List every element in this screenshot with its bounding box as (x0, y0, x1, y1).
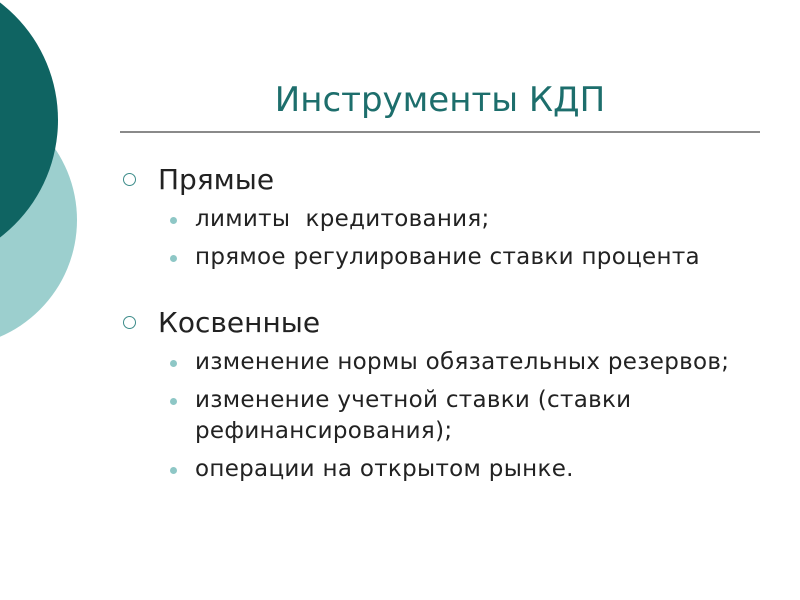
list-item-text: изменение учетной ставки (ставки рефинансирования); (195, 387, 632, 444)
dot-bullet-icon (170, 398, 177, 405)
sub-list (120, 347, 760, 485)
section-indirect (120, 305, 760, 492)
section-heading-text: Прямые (158, 163, 275, 196)
dot-bullet-icon (170, 467, 177, 474)
dot-bullet-icon (170, 255, 177, 262)
list-item (120, 347, 760, 378)
title-divider (120, 131, 760, 133)
section-heading (120, 162, 760, 198)
list-item-text: прямое регулирование ставки процента (195, 244, 700, 270)
ring-bullet-icon (123, 316, 136, 329)
list-item (120, 242, 760, 273)
slide-title: Инструменты КДП (274, 80, 606, 120)
list-item-text: операции на открытом рынке. (195, 456, 574, 482)
list-item-text: лимиты кредитования; (195, 206, 490, 232)
list-item (120, 385, 760, 447)
list-item (120, 454, 760, 485)
dot-bullet-icon (170, 360, 177, 367)
section-heading (120, 305, 760, 341)
dot-bullet-icon (170, 217, 177, 224)
section-heading-text: Косвенные (158, 306, 321, 339)
list-item-text: изменение нормы обязательных резервов; (195, 349, 730, 375)
list-item (120, 204, 760, 235)
sub-list (120, 204, 760, 273)
section-direct (120, 162, 760, 280)
ring-bullet-icon (123, 173, 136, 186)
